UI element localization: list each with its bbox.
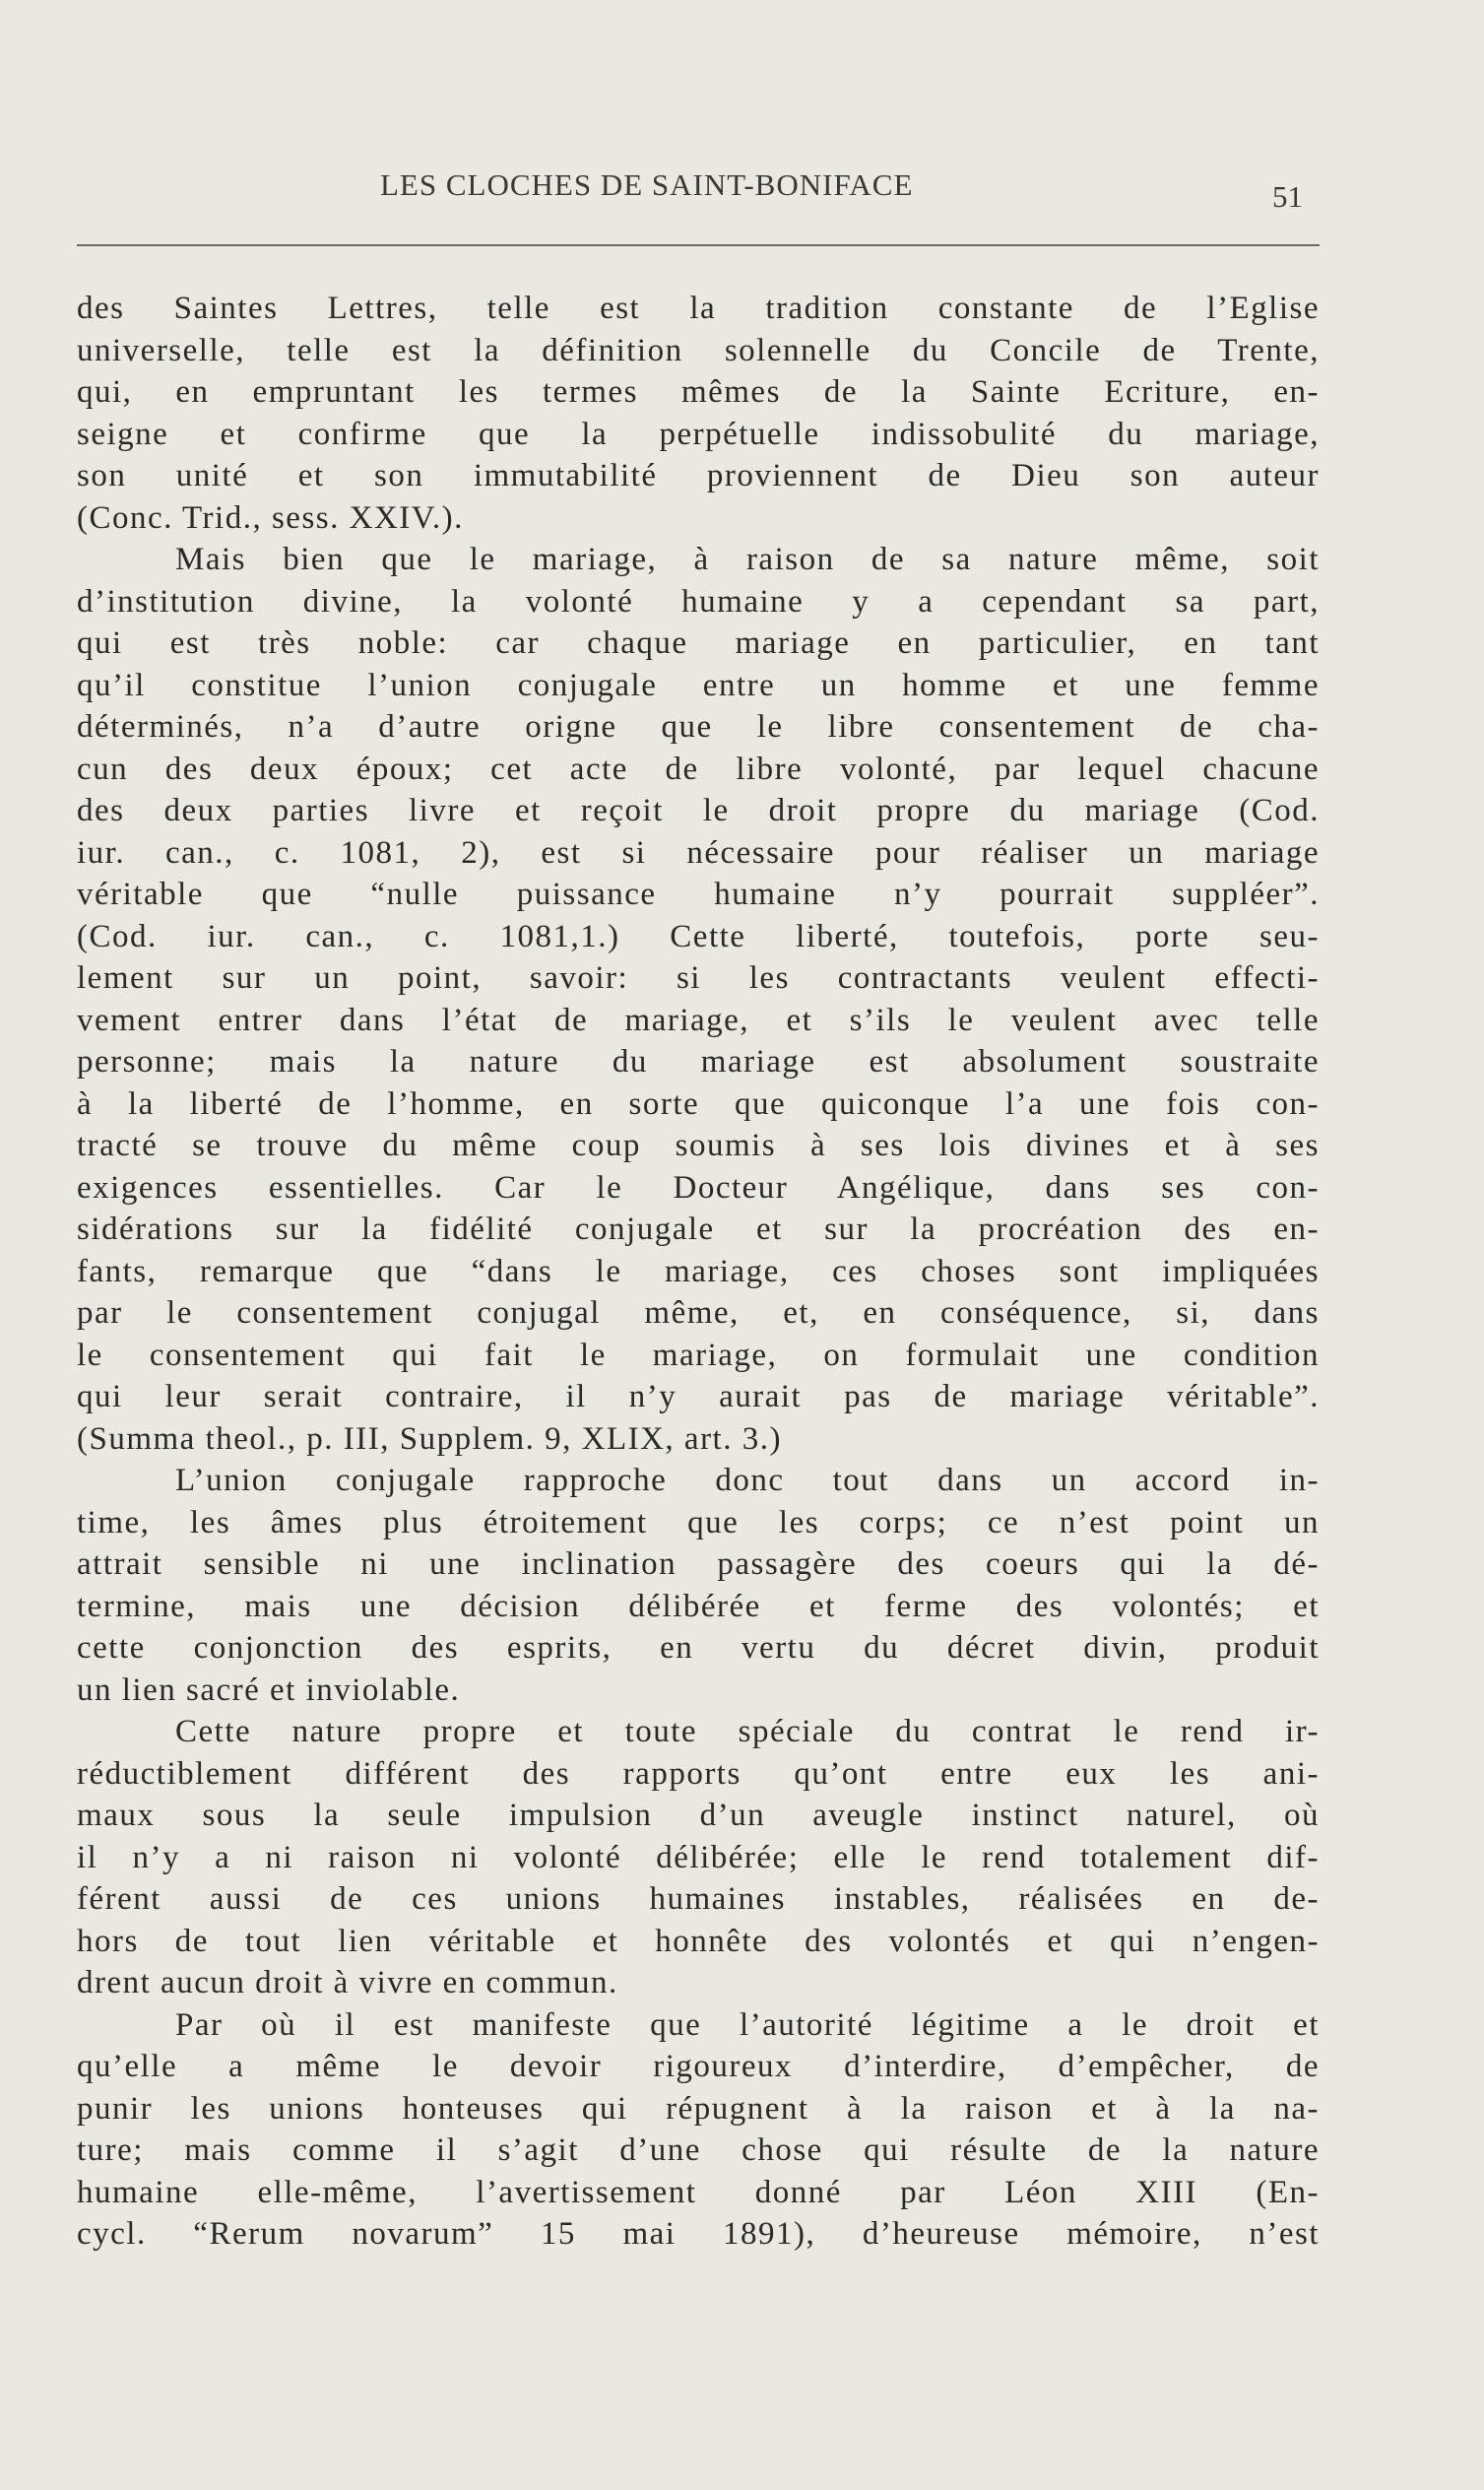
text-line: il n’y a ni raison ni volonté délibérée; elle le rend totalement dif- <box>77 1839 1320 1875</box>
text-line: hors de tout lien véritable et honnête des volontés et qui n’engen- <box>77 1923 1320 1959</box>
text-line: (Conc. Trid., sess. XXIV.). <box>77 499 464 536</box>
text-line: des deux parties livre et reçoit le droit propre du mariage (Cod. <box>77 793 1320 828</box>
text-line: humaine elle-même, l’avertissement donné par Léon XIII (En- <box>77 2174 1320 2210</box>
text-line: (Summa theol., p. III, Supplem. 9, XLIX, art. 3.) <box>77 1420 782 1457</box>
text-line: réductiblement différent des rapports qu’ont entre eux les ani- <box>77 1755 1320 1792</box>
text-line: qui leur serait contraire, il n’y aurait pas de mariage véritable”. <box>77 1379 1320 1414</box>
text-line: un lien sacré et inviolable. <box>77 1671 461 1708</box>
text-line: tracté se trouve du même coup soumis à ses lois divines et à ses <box>77 1128 1320 1163</box>
text-line: cette conjonction des esprits, en vertu du décret divin, produit <box>77 1630 1320 1666</box>
text-line: personne; mais la nature du mariage est absolument soustraite <box>77 1044 1320 1080</box>
text-line: à la liberté de l’homme, en sorte que quiconque l’a une fois con- <box>77 1085 1320 1122</box>
text-line: L’union conjugale rapproche donc tout dans un accord in- <box>175 1463 1320 1498</box>
text-line: Cette nature propre et toute spéciale du contrat le rend ir- <box>175 1714 1320 1749</box>
text-line: time, les âmes plus étroitement que les corps; ce n’est point un <box>77 1504 1320 1540</box>
text-line: qu’elle a même le devoir rigoureux d’interdire, d’empêcher, de <box>77 2049 1320 2084</box>
text-line: cun des deux époux; cet acte de libre volonté, par lequel chacune <box>77 751 1320 787</box>
text-line: véritable que “nulle puissance humaine n’y pourrait suppléer”. <box>77 877 1320 912</box>
text-line: punir les unions honteuses qui répugnent à la raison et à la na- <box>77 2090 1320 2127</box>
text-line: exigences essentielles. Car le Docteur Angélique, dans ses con- <box>77 1169 1320 1206</box>
body-text <box>77 288 1320 2256</box>
page-number: 51 <box>1272 179 1303 214</box>
text-line: d’institution divine, la volonté humaine y a cependant sa part, <box>77 583 1320 620</box>
text-line: par le consentement conjugal même, et, en conséquence, si, dans <box>77 1295 1320 1331</box>
text-line: fants, remarque que “dans le mariage, ces choses sont impliquées <box>77 1253 1320 1289</box>
text-line: Par où il est manifeste que l’autorité légitime a le droit et <box>175 2006 1320 2043</box>
text-line: seigne et confirme que la perpétuelle indissobulité du mariage, <box>77 416 1320 452</box>
text-line: (Cod. iur. can., c. 1081,1.) Cette liberté, toutefois, porte seu- <box>77 918 1320 954</box>
header-rule <box>77 244 1320 246</box>
text-line: qui, en empruntant les termes mêmes de la Sainte Ecriture, en- <box>77 374 1320 410</box>
text-line: Mais bien que le mariage, à raison de sa nature même, soit <box>175 542 1320 577</box>
text-line: qui est très noble: car chaque mariage en particulier, en tant <box>77 625 1320 661</box>
text-line: déterminés, n’a d’autre origne que le libre consentement de cha- <box>77 709 1320 745</box>
running-head: LES CLOCHES DE SAINT-BONIFACE <box>380 167 914 202</box>
text-line: iur. can., c. 1081, 2), est si nécessaire pour réaliser un mariage <box>77 834 1320 871</box>
text-line: son unité et son immutabilité proviennent de Dieu son auteur <box>77 458 1320 493</box>
text-line: vement entrer dans l’état de mariage, et s’ils le veulent avec telle <box>77 1002 1320 1038</box>
text-line: lement sur un point, savoir: si les contractants veulent effecti- <box>77 960 1320 996</box>
text-line: sidérations sur la fidélité conjugale et sur la procréation des en- <box>77 1212 1320 1247</box>
text-line: ture; mais comme il s’agit d’une chose qui résulte de la nature <box>77 2132 1320 2168</box>
text-line: drent aucun droit à vivre en commun. <box>77 1965 618 2000</box>
text-line: universelle, telle est la définition solennelle du Concile de Trente, <box>77 332 1320 368</box>
text-line: attrait sensible ni une inclination passagère des coeurs qui la dé- <box>77 1546 1320 1582</box>
text-line: le consentement qui fait le mariage, on formulait une condition <box>77 1337 1320 1373</box>
text-line: cycl. “Rerum novarum” 15 mai 1891), d’heureuse mémoire, n’est <box>77 2216 1320 2252</box>
text-line: des Saintes Lettres, telle est la tradition constante de l’Eglise <box>77 291 1320 326</box>
text-line: férent aussi de ces unions humaines instables, réalisées en de- <box>77 1881 1320 1917</box>
text-line: qu’il constitue l’union conjugale entre un homme et une femme <box>77 667 1320 703</box>
text-line: termine, mais une décision délibérée et ferme des volontés; et <box>77 1588 1320 1624</box>
text-line: maux sous la seule impulsion d’un aveugle instinct naturel, où <box>77 1798 1320 1833</box>
